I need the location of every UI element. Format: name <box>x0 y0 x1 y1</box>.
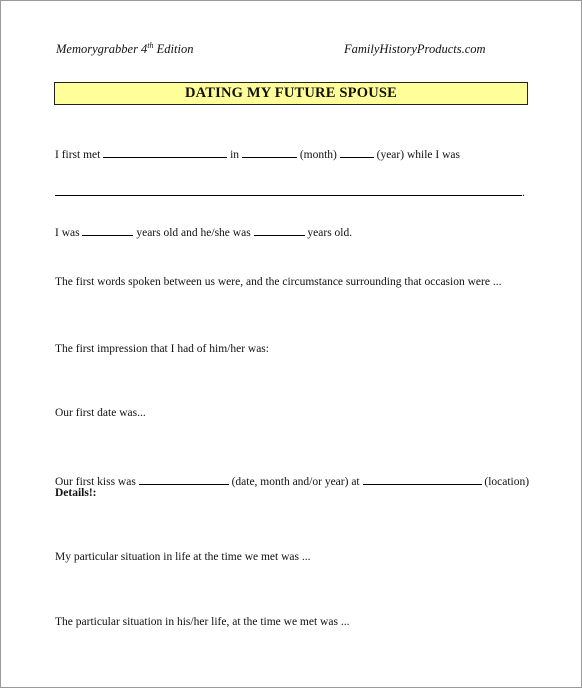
month-blank[interactable] <box>242 146 297 158</box>
kiss-location-blank[interactable] <box>363 473 482 485</box>
book-title: Memorygrabber 4th Edition <box>56 40 194 56</box>
question-their-situation: The particular situation in his/her life, at the time we met was ... <box>55 616 350 628</box>
question-first-kiss: Our first kiss was (date, month and/or year) at (location) <box>55 473 529 488</box>
question-first-met: I first met in (month) (year) while I was <box>55 146 460 161</box>
spouse-age-blank[interactable] <box>254 224 305 236</box>
circumstance-blank[interactable] <box>55 184 522 196</box>
details-label: Details!: <box>55 487 97 499</box>
kiss-date-blank[interactable] <box>139 473 229 485</box>
website-label: FamilyHistoryProducts.com <box>344 42 486 56</box>
edition-superscript: th <box>147 40 154 50</box>
question-first-met-continued: . <box>55 184 525 199</box>
my-age-blank[interactable] <box>82 224 133 236</box>
year-blank[interactable] <box>340 146 374 158</box>
question-first-date: Our first date was... <box>55 407 146 419</box>
page-title: DATING MY FUTURE SPOUSE <box>54 82 528 105</box>
name-blank[interactable] <box>103 146 227 158</box>
question-first-words: The first words spoken between us were, and the circumstance surrounding that occasion were ... <box>55 276 502 288</box>
question-ages: I was years old and he/she was years old. <box>55 224 352 239</box>
question-first-impression: The first impression that I had of him/her was: <box>55 343 269 355</box>
question-my-situation: My particular situation in life at the time we met was ... <box>55 551 311 563</box>
